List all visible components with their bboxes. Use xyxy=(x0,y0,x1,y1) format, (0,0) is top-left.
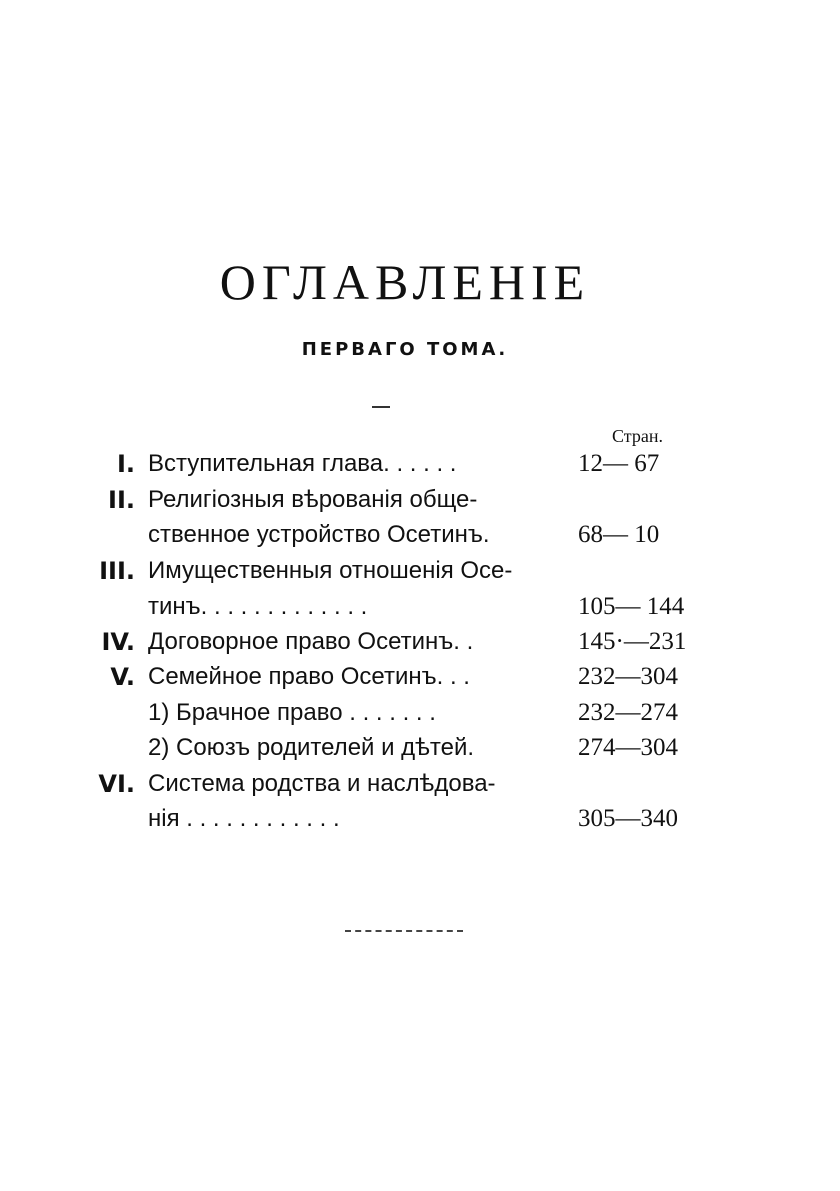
divider-end xyxy=(345,930,463,932)
page-range: 68— 10 xyxy=(578,521,660,548)
page-range: 305—340 xyxy=(578,805,678,832)
chapter-title: нія . . . . . . . . . . . . xyxy=(148,805,340,832)
toc-entry-continuation xyxy=(0,517,840,553)
chapter-number: VI. xyxy=(98,770,135,798)
chapter-title: Религіозныя вѣрованія обще- xyxy=(148,486,478,513)
toc-entry xyxy=(0,659,840,695)
chapter-title: Имущественныя отношенія Осе- xyxy=(148,557,513,584)
chapter-title: Вступительная глава. . . . . . xyxy=(148,450,457,477)
chapter-title: Семейное право Осетинъ. . . xyxy=(148,663,470,690)
divider-short xyxy=(372,406,390,408)
chapter-title: Система родства и наслѣдова- xyxy=(148,770,496,797)
page-range: 145·—231 xyxy=(578,628,687,655)
toc-entry xyxy=(0,624,840,660)
toc-entry-continuation xyxy=(0,801,840,837)
chapter-title: Договорное право Осетинъ. . xyxy=(148,628,474,655)
page-range: 232—304 xyxy=(578,663,678,690)
toc-subentry xyxy=(0,730,840,766)
chapter-number: III. xyxy=(99,557,135,585)
toc-entry xyxy=(0,766,840,802)
toc-entry-continuation xyxy=(0,589,840,625)
page-range: 274—304 xyxy=(578,734,678,761)
page-range: 232—274 xyxy=(578,699,678,726)
toc-entry xyxy=(0,446,840,482)
toc-subentry xyxy=(0,695,840,731)
chapter-number: V. xyxy=(110,663,135,691)
toc-entry xyxy=(0,553,840,589)
page-subtitle: ПЕРВАГО ТОМА. xyxy=(301,339,509,360)
pages-column-header: Стран. xyxy=(612,426,663,446)
page-range: 105— 144 xyxy=(578,593,685,620)
section-title: 1) Брачное право . . . . . . . xyxy=(148,699,436,726)
chapter-title: тинъ. . . . . . . . . . . . . xyxy=(148,593,368,620)
chapter-number: II. xyxy=(108,486,135,514)
section-title: 2) Союзъ родителей и дѣтей. xyxy=(148,734,475,761)
chapter-number: IV. xyxy=(101,628,135,656)
toc-entry xyxy=(0,482,840,518)
chapter-number: I. xyxy=(116,450,135,478)
chapter-title: ственное устройство Осетинъ. xyxy=(148,521,490,548)
page-title: ОГЛАВЛЕНІЕ xyxy=(219,254,591,310)
page-range: 12— 67 xyxy=(578,450,660,477)
